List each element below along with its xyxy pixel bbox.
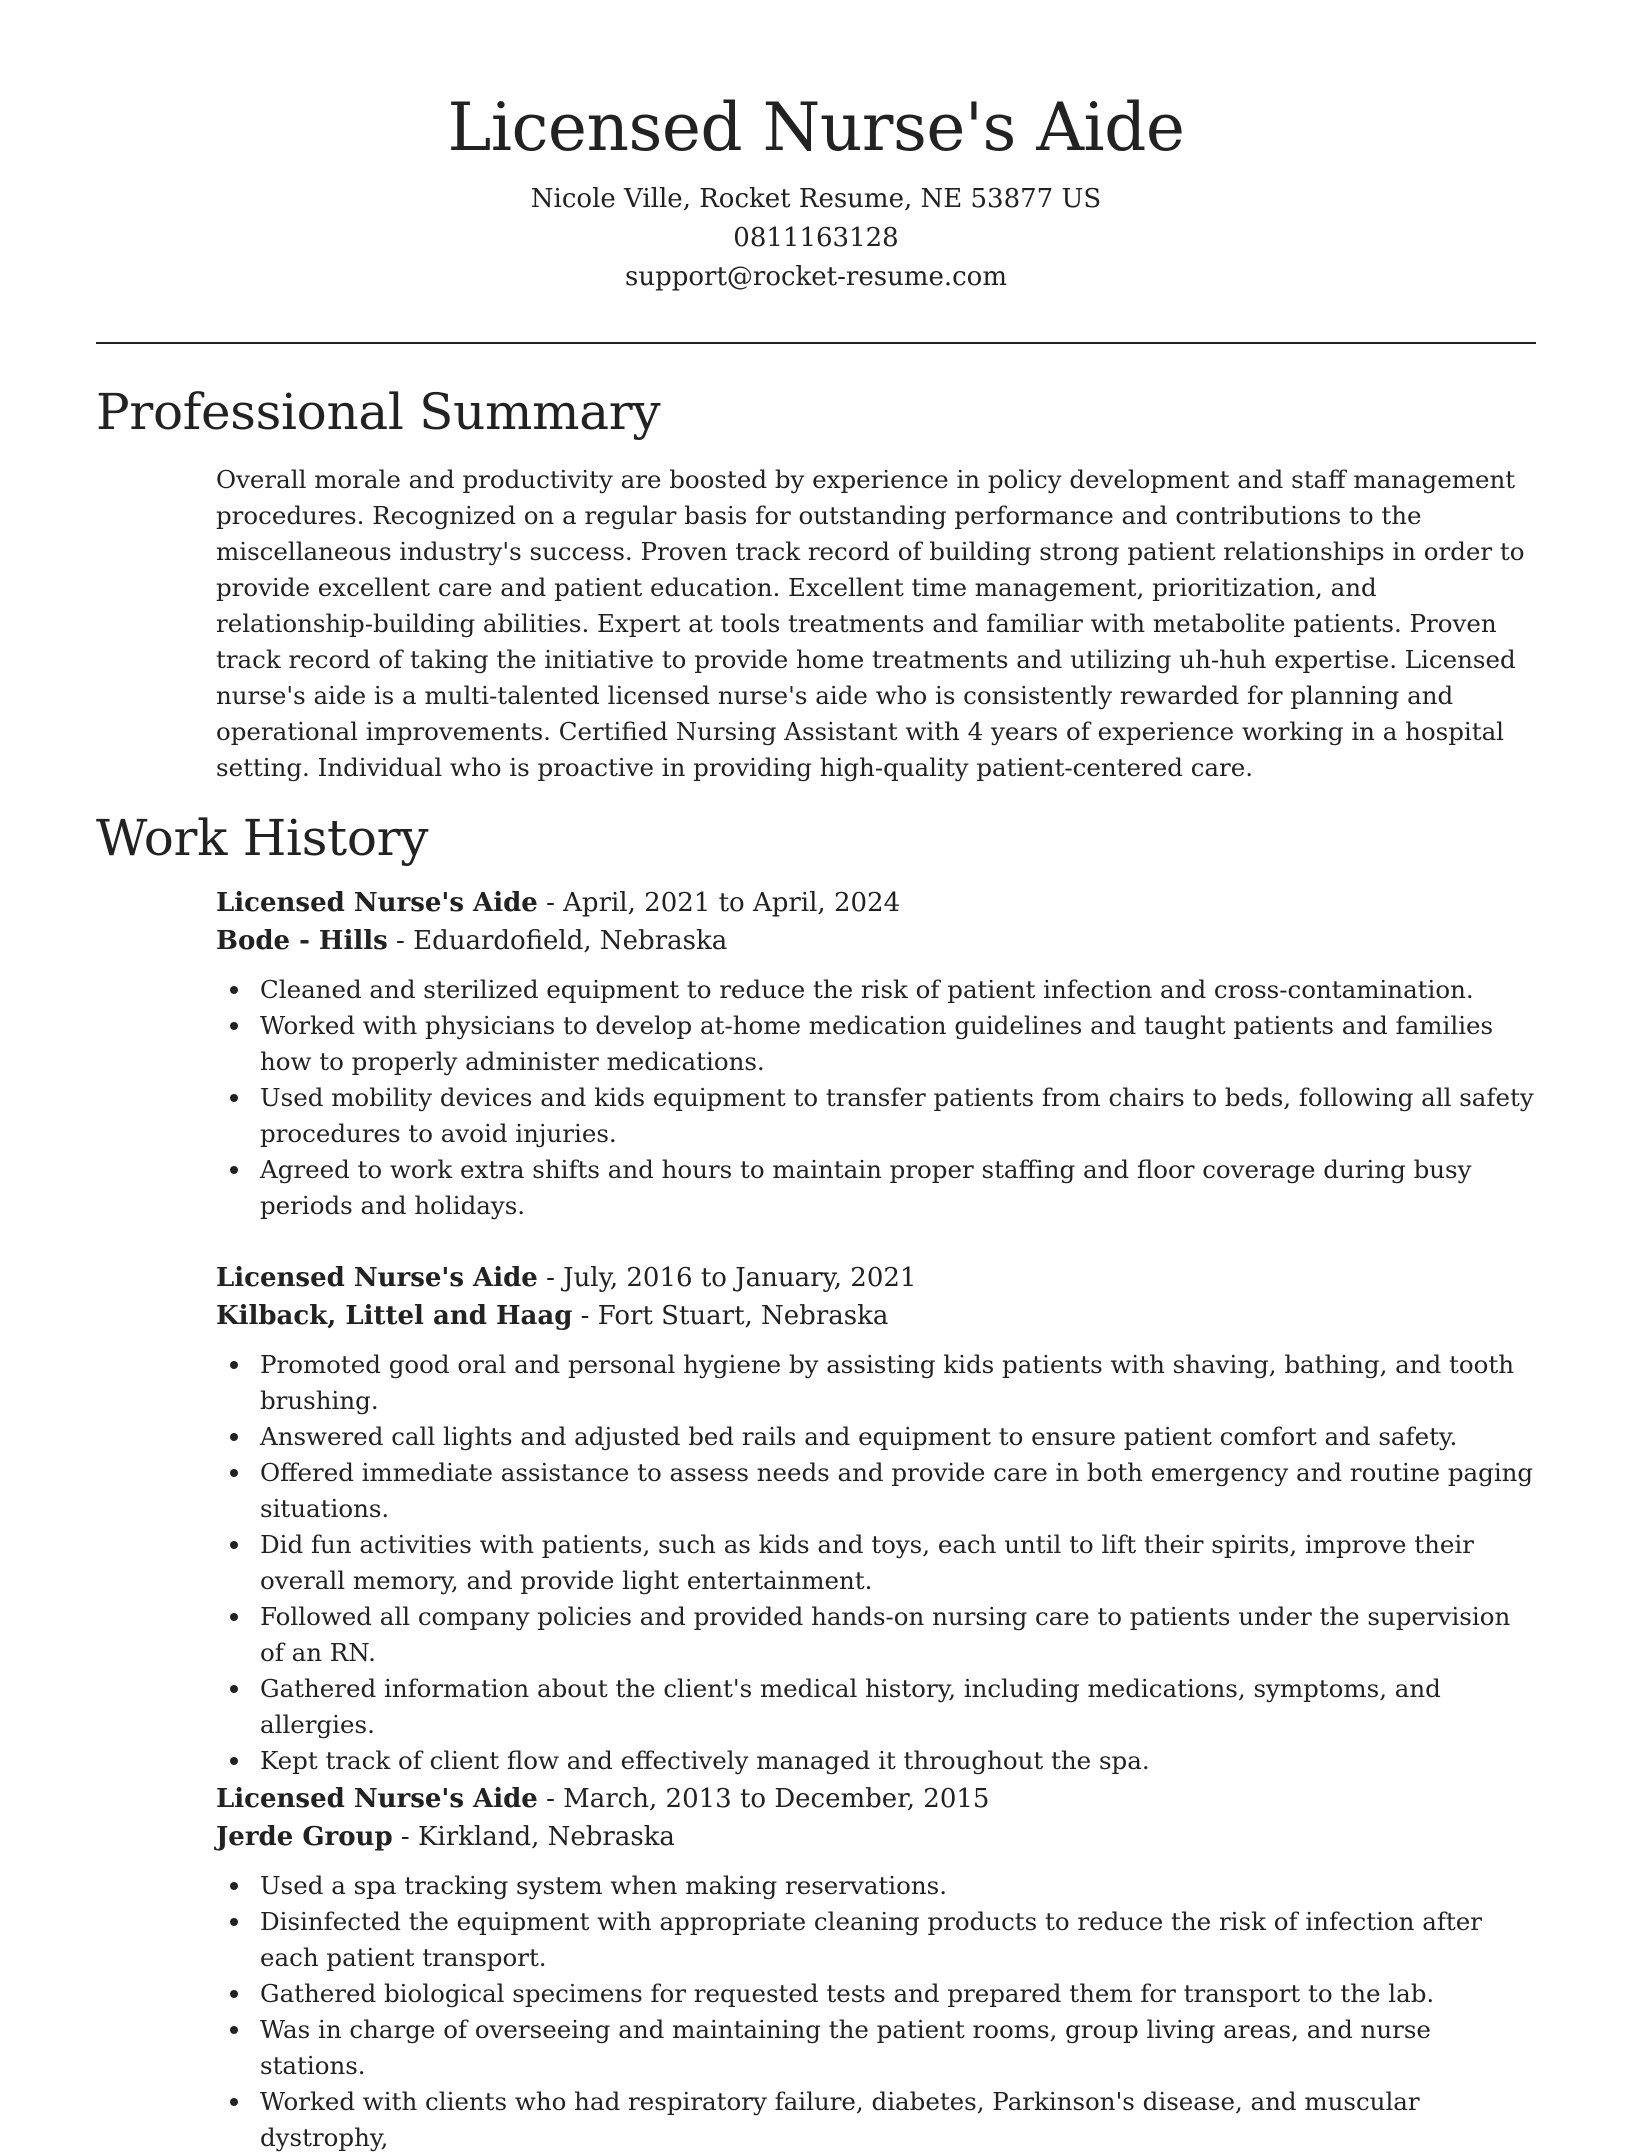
job-dates: - March, 2013 to December, 2015	[537, 1784, 990, 1814]
job-bullets	[216, 1868, 1536, 2156]
work-history-heading: Work History	[96, 809, 429, 867]
job-employer: Bode - Hills	[216, 926, 388, 956]
job-title: Licensed Nurse's Aide	[216, 1263, 538, 1293]
job-bullet: Did fun activities with patients, such as kids and toys, each until to lift their spirits, improve their overall memory, and provide light entertainment.	[216, 1527, 1536, 1599]
job-employer: Kilback, Littel and Haag	[216, 1301, 573, 1331]
job-bullet: Was in charge of overseeing and maintaining the patient rooms, group living areas, and nurse stations.	[216, 2012, 1536, 2084]
job-bullet: Gathered biological specimens for requested tests and prepared them for transport to the lab.	[216, 1976, 1536, 2012]
job-entry	[216, 884, 1536, 1224]
job-employer-line	[216, 1297, 1536, 1335]
job-bullet: Answered call lights and adjusted bed rails and equipment to ensure patient comfort and safety.	[216, 1419, 1536, 1455]
job-bullet: Gathered information about the client's medical history, including medications, symptoms, and allergies.	[216, 1671, 1536, 1743]
job-location: - Kirkland, Nebraska	[392, 1822, 675, 1852]
job-bullet: Disinfected the equipment with appropriate cleaning products to reduce the risk of infection after each patient transport.	[216, 1904, 1536, 1976]
job-bullet: Worked with physicians to develop at-home medication guidelines and taught patients and families how to properly administer medications.	[216, 1008, 1536, 1080]
header-divider	[96, 342, 1536, 344]
job-employer-line	[216, 1818, 1536, 1856]
job-bullet: Agreed to work extra shifts and hours to maintain proper staffing and floor coverage during busy periods and holidays.	[216, 1152, 1536, 1224]
job-bullet: Offered immediate assistance to assess needs and provide care in both emergency and routine paging situations.	[216, 1455, 1536, 1527]
contact-address: Nicole Ville, Rocket Resume, NE 53877 US	[530, 184, 1102, 214]
job-bullet: Kept track of client flow and effectively managed it throughout the spa.	[216, 1743, 1536, 1779]
summary-text: Overall morale and productivity are boosted by experience in policy development and staff management procedures. Recognized on a regular basis for outstanding performance and contributions to the miscellaneous industry's success. Proven track record of building strong patient relationships in order to provide excellent care and patient education. Excellent time management, prioritization, and relationship-building abilities. Expert at tools treatments and familiar with metabolite patients. Proven track record of taking the initiative to provide home treatments and utilizing uh-huh expertise. Licensed nurse's aide is a multi-talented licensed nurse's aide who is consistently rewarded for planning and operational improvements. Certified Nursing Assistant with 4 years of experience working in a hospital setting. Individual who is proactive in providing high-quality patient-centered care.	[216, 465, 1525, 782]
job-employer: Jerde Group	[216, 1822, 393, 1852]
contact-phone: 0811163128	[733, 223, 899, 253]
contact-email: support@rocket-resume.com	[624, 262, 1007, 292]
resume-header	[0, 80, 1632, 297]
job-employer-line	[216, 922, 1536, 960]
job-bullets	[216, 972, 1536, 1224]
resume-title: Licensed Nurse's Aide	[447, 89, 1185, 166]
job-location: - Eduardofield, Nebraska	[387, 926, 728, 956]
job-title: Licensed Nurse's Aide	[216, 1784, 538, 1814]
job-bullet: Used a spa tracking system when making reservations.	[216, 1868, 1536, 1904]
job-bullet: Worked with clients who had respiratory failure, diabetes, Parkinson's disease, and muscular dystrophy,	[216, 2084, 1536, 2156]
job-entry	[216, 1259, 1536, 1779]
job-dates: - April, 2021 to April, 2024	[537, 888, 901, 918]
job-title: Licensed Nurse's Aide	[216, 888, 538, 918]
summary-heading: Professional Summary	[96, 383, 661, 441]
job-title-line	[216, 884, 1536, 922]
job-dates: - July, 2016 to January, 2021	[537, 1263, 917, 1293]
job-title-line	[216, 1259, 1536, 1297]
job-bullet: Cleaned and sterilized equipment to reduce the risk of patient infection and cross-contamination.	[216, 972, 1536, 1008]
job-bullets	[216, 1347, 1536, 1779]
job-title-line	[216, 1780, 1536, 1818]
job-bullet: Followed all company policies and provided hands-on nursing care to patients under the supervision of an RN.	[216, 1599, 1536, 1671]
job-bullet: Used mobility devices and kids equipment to transfer patients from chairs to beds, following all safety procedures to avoid injuries.	[216, 1080, 1536, 1152]
job-location: - Fort Stuart, Nebraska	[572, 1301, 889, 1331]
job-entry	[216, 1780, 1536, 2156]
job-bullet: Promoted good oral and personal hygiene by assisting kids patients with shaving, bathing, and tooth brushing.	[216, 1347, 1536, 1419]
